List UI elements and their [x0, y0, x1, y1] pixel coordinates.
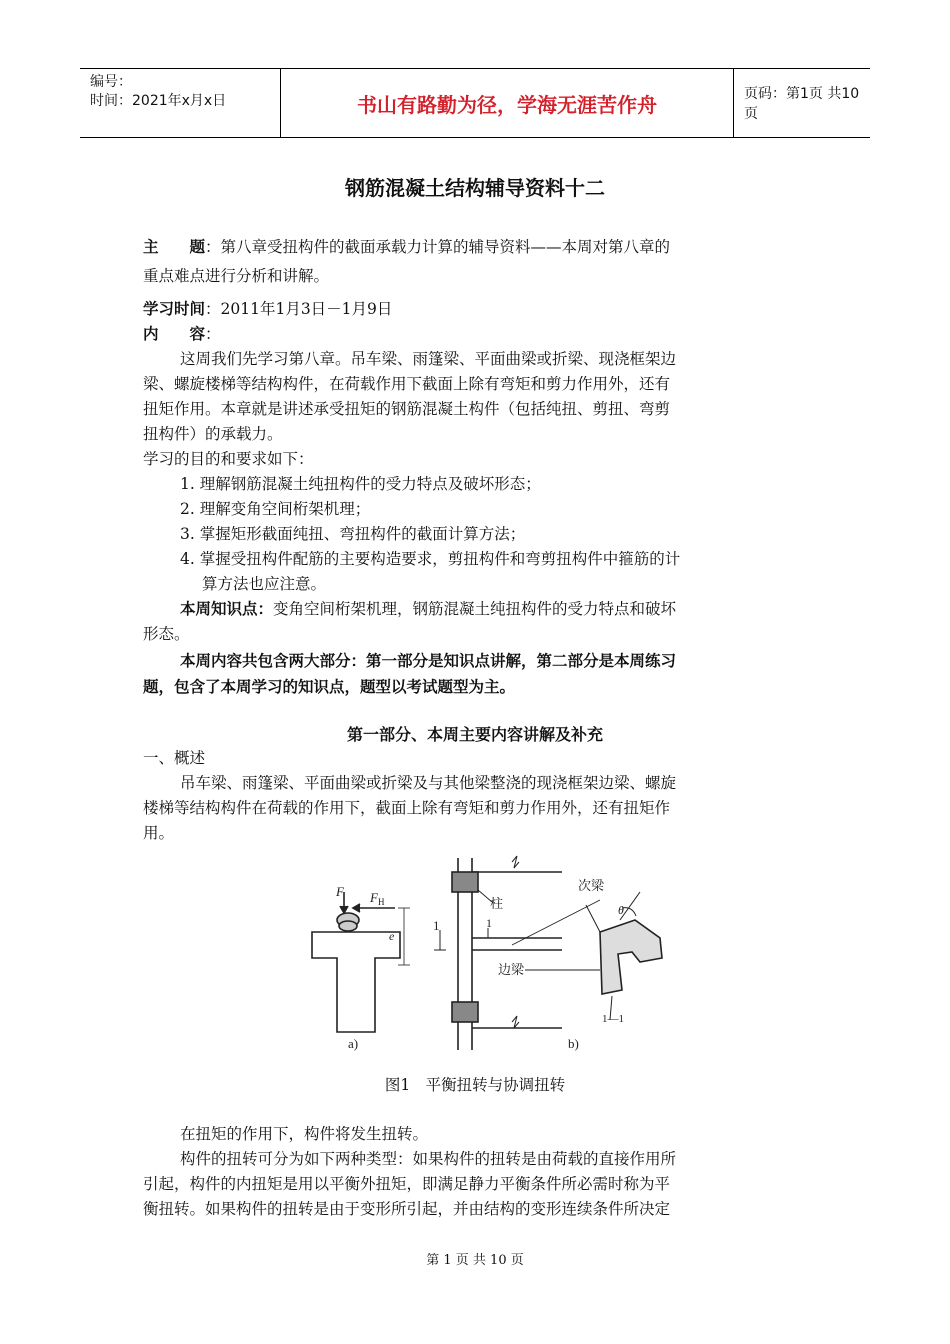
after-fig-line: 衡扭转。如果构件的扭转是由于变形所引起，并由结构的变形连续条件所决定 — [143, 1200, 671, 1218]
topic-label: 主 题 — [143, 238, 206, 256]
study-time-label: 学习时间 — [143, 300, 206, 318]
overview-line: 楼梯等结构构件在荷载的作用下，截面上除有弯矩和剪力作用外，还有扭矩作 — [143, 799, 671, 817]
section-detail — [578, 878, 662, 1025]
knowledge-text: 变角空间桁架机理，钢筋混凝土纯扭构件的受力特点和破坏 — [273, 600, 677, 618]
header-meta — [80, 69, 280, 137]
after-fig-line: 构件的扭转可分为如下两种类型：如果构件的扭转是由荷载的直接作用所 — [180, 1150, 677, 1168]
label-1b: 1 — [486, 916, 492, 930]
label-column: 柱 — [490, 896, 504, 911]
section-1-title: 第一部分、本周主要内容讲解及补充 — [346, 725, 603, 744]
label-b: b) — [568, 1036, 579, 1051]
goal-item: 2. 理解变角空间桁架机理； — [180, 500, 371, 518]
intro-line: 梁、螺旋楼梯等结构构件，在荷载作用下截面上除有弯矩和剪力作用外，还有 — [143, 375, 671, 393]
header-page-info: 页码：第1页 共10页 — [744, 86, 860, 122]
figure-1 — [300, 850, 680, 1069]
intro-line: 扭矩作用。本章就是讲述承受扭矩的钢筋混凝土构件（包括纯扭、剪扭、弯剪 — [143, 400, 671, 418]
content-heading — [143, 322, 221, 346]
label-a: a) — [348, 1036, 359, 1051]
intro-line: 这周我们先学习第八章。吊车梁、雨篷梁、平面曲梁或折梁、现浇框架边 — [180, 350, 677, 368]
figure-a — [312, 884, 410, 1051]
goal-item-cont: 算方法也应注意。 — [202, 575, 327, 593]
header-motto: 书山有路勤为径，学海无涯苦作舟 — [280, 69, 734, 137]
label-FH-sub: H — [378, 897, 385, 907]
intro-line: 扭构件）的承载力。 — [143, 425, 283, 443]
goal-item: 1. 理解钢筋混凝土纯扭构件的受力特点及破坏形态； — [180, 475, 541, 493]
label-edge-beam: 边梁 — [498, 962, 525, 977]
label-F: F — [336, 884, 344, 899]
figure-b — [433, 856, 600, 1051]
content-colon: ： — [205, 325, 221, 343]
header-time: 时间：2021年x月x日 — [90, 93, 227, 109]
label-FH: F — [370, 890, 378, 905]
knowledge-line-1 — [180, 597, 676, 621]
parts-note-line: 本周内容共包含两大部分：第一部分是知识点讲解，第二部分是本周练习 — [180, 652, 677, 670]
label-e: e — [389, 929, 395, 943]
label-section: 1—1 — [602, 1013, 624, 1025]
label-theta: θ — [618, 903, 624, 917]
knowledge-label: 本周知识点： — [180, 600, 274, 618]
overview-heading: 一、概述 — [143, 749, 206, 767]
study-time — [143, 297, 392, 321]
goal-item: 4. 掌握受扭构件配筋的主要构造要求，剪扭构件和弯剪扭构件中箍筋的计 — [180, 550, 681, 568]
goal-item: 3. 掌握矩形截面纯扭、弯扭构件的截面计算方法； — [180, 525, 526, 543]
overview-line: 用。 — [143, 824, 175, 842]
topic-line-1 — [143, 235, 670, 259]
after-fig-line: 在扭矩的作用下，构件将发生扭转。 — [180, 1125, 429, 1143]
goals-heading: 学习的目的和要求如下： — [143, 450, 314, 468]
after-fig-line: 引起，构件的内扭矩是用以平衡外扭矩，即满足静力平衡条件所必需时称为平 — [143, 1175, 671, 1193]
parts-note-line: 题，包含了本周学习的知识点，题型以考试题型为主。 — [143, 678, 516, 696]
header-number: 编号： — [90, 74, 132, 90]
label-secondary-beam: 次梁 — [578, 878, 605, 893]
torsion-figure — [300, 850, 680, 1065]
study-time-value: ：2011年1月3日－1月9日 — [205, 300, 393, 318]
topic-line-2: 重点难点进行分析和讲解。 — [143, 267, 330, 285]
page-header — [80, 68, 870, 138]
content-label: 内 容 — [143, 325, 206, 343]
label-1a: 1 — [433, 918, 440, 933]
figure-caption: 图1 平衡扭转与协调扭转 — [384, 1076, 566, 1094]
knowledge-line-2: 形态。 — [143, 625, 190, 643]
page-footer: 第 1 页 共 10 页 — [426, 1253, 524, 1268]
document-title: 钢筋混凝土结构辅导资料十二 — [345, 176, 605, 200]
overview-line: 吊车梁、雨篷梁、平面曲梁或折梁及与其他梁整浇的现浇框架边梁、螺旋 — [180, 774, 677, 792]
topic-text-1: ：第八章受扭构件的截面承载力计算的辅导资料——本周对第八章的 — [205, 238, 671, 256]
